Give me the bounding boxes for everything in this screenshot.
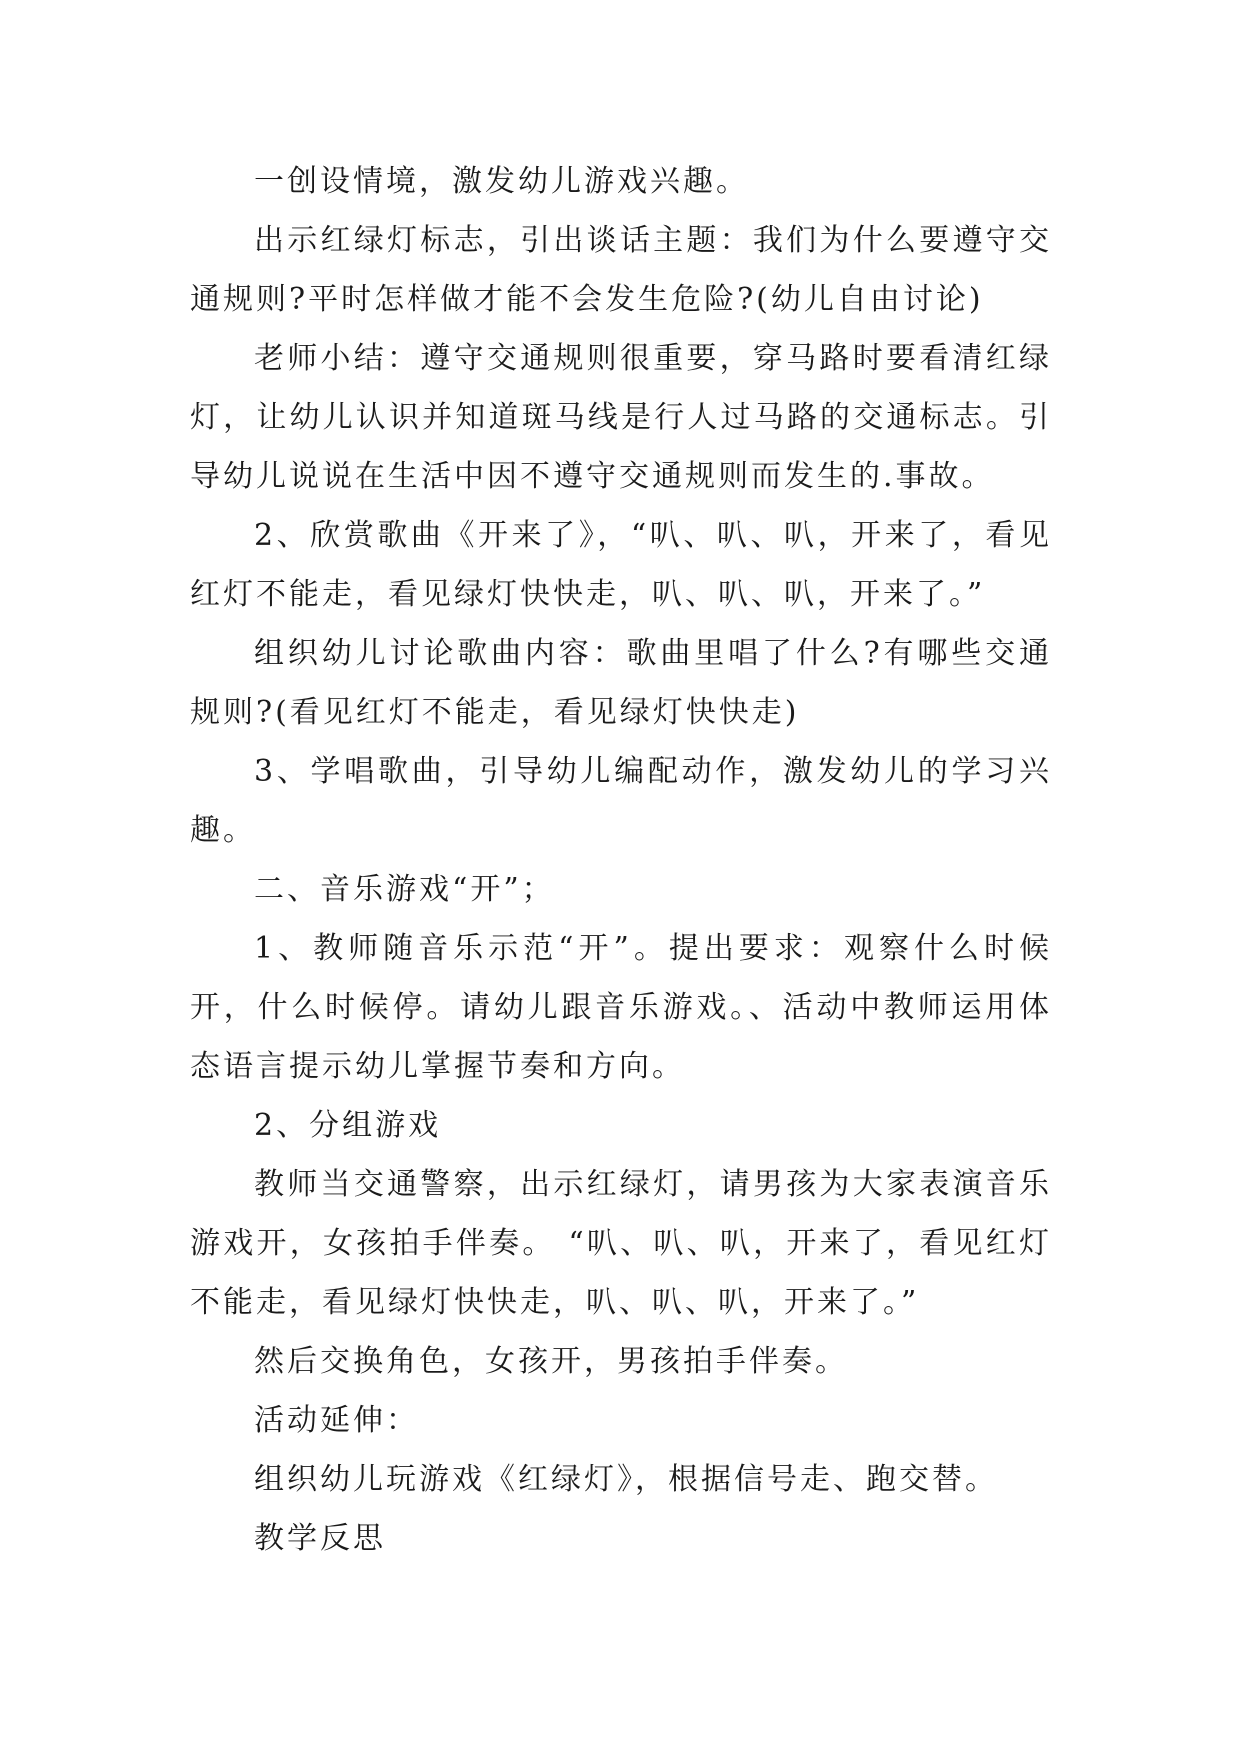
paragraph: 老师小结：遵守交通规则很重要，穿马路时要看清红绿灯，让幼儿认识并知道斑马线是行人过马路的交通标志。引导幼儿说说在生活中因不遵守交通规则而发生的.事故。 bbox=[190, 341, 1052, 494]
paragraph: 2、分组游戏 bbox=[254, 1108, 442, 1143]
paragraph: 3、学唱歌曲，引导幼儿编配动作，激发幼儿的学习兴趣。 bbox=[190, 754, 1052, 848]
paragraph: 然后交换角色，女孩开，男孩拍手伴奏。 bbox=[254, 1344, 848, 1379]
paragraph: 组织幼儿讨论歌曲内容：歌曲里唱了什么?有哪些交通规则?(看见红灯不能走，看见绿灯快快走) bbox=[190, 636, 1052, 730]
section-heading: 二、音乐游戏“开”； bbox=[254, 872, 555, 907]
paragraph: 出示红绿灯标志，引出谈话主题：我们为什么要遵守交通规则?平时怎样做才能不会发生危险?(幼儿自由讨论) bbox=[190, 223, 1052, 317]
paragraph: 一创设情境，激发幼儿游戏兴趣。 bbox=[254, 164, 749, 199]
document-body bbox=[190, 152, 1052, 1568]
paragraph: 组织幼儿玩游戏《红绿灯》，根据信号走、跑交替。 bbox=[254, 1462, 998, 1497]
paragraph: 活动延伸： bbox=[254, 1403, 419, 1438]
paragraph: 教师当交通警察，出示红绿灯，请男孩为大家表演音乐游戏开，女孩拍手伴奏。 “叭、叭、叭，开来了，看见红灯不能走，看见绿灯快快走，叭、叭、叭，开来了。” bbox=[190, 1167, 1052, 1320]
paragraph: 2、欣赏歌曲《开来了》，“叭、叭、叭，开来了，看见红灯不能走，看见绿灯快快走，叭、叭、叭，开来了。” bbox=[190, 518, 1052, 612]
paragraph: 1、教师随音乐示范“开”。提出要求：观察什么时候开，什么时候停。请幼儿跟音乐游戏。、活动中教师运用体态语言提示幼儿掌握节奏和方向。 bbox=[190, 931, 1052, 1084]
paragraph: 教学反思 bbox=[254, 1521, 386, 1556]
